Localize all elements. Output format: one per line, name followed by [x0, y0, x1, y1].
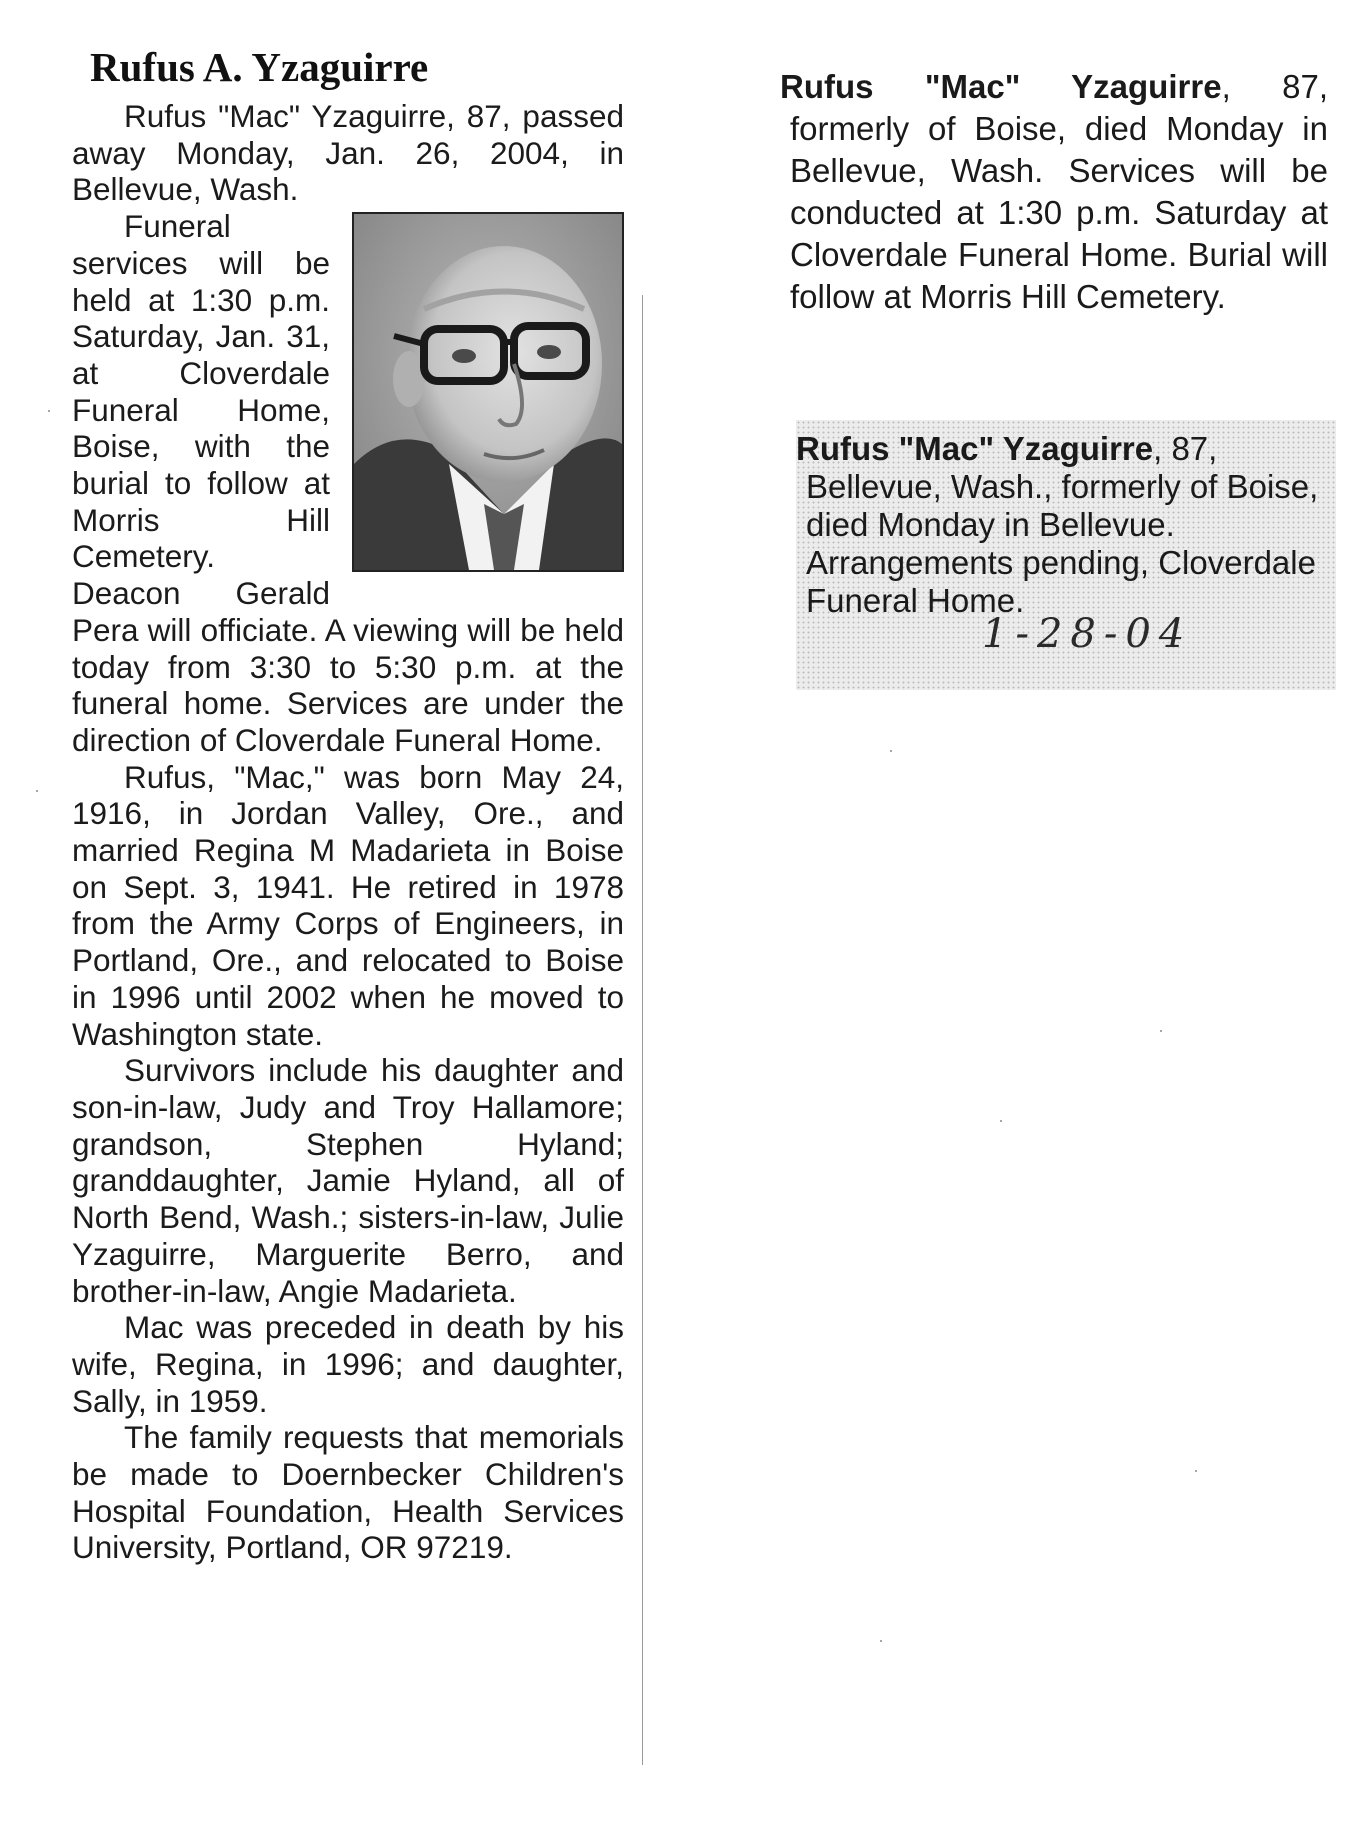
- short-notice-text: [780, 66, 1328, 318]
- death-notice-body: , 87, Bellevue, Wash., formerly of Boise, died Monday in Bellevue. Arrangements pending, Cloverdale Funeral Home.: [806, 430, 1319, 619]
- scan-speck: [890, 750, 892, 752]
- death-notice-name: Rufus "Mac" Yzaguirre: [796, 430, 1154, 467]
- scan-speck: [36, 790, 38, 792]
- obituary-paragraph-2: Funeral services will be held at 1:30 p.m. Saturday, Jan. 31, at Cloverdale Funeral Home, Boise, with the burial to follow at Morris Hill Cemetery. Deacon Gerald Pera will officiate. A viewing will be held today from 3:30 to 5:30 p.m. at the funeral home. Services are under the direction of Cloverdale Funeral Home.: [72, 208, 624, 758]
- obituary-paragraph-4: Survivors include his daughter and son-in-law, Judy and Troy Hallamore; grandson, Stephen Hyland; granddaughter, Jamie Hyland, all of North Bend, Wash.; sisters-in-law, Julie Yzaguirre, Marguerite Berro, and brother-in-law, Angie Madarieta.: [72, 1052, 624, 1309]
- scan-speck: [1160, 1030, 1162, 1032]
- scan-speck: [880, 1640, 882, 1642]
- death-notice-paragraph: [796, 430, 1326, 620]
- scan-speck: [48, 410, 50, 412]
- scan-speck: [1000, 1120, 1002, 1122]
- scan-speck: [1195, 1470, 1197, 1472]
- short-notice-body: , 87, formerly of Boise, died Monday in Bellevue, Wash. Services will be conducted at 1:30 p.m. Saturday at Cloverdale Funeral Home. Burial will follow at Morris Hill Cemetery.: [790, 68, 1328, 315]
- short-notice-name: Rufus "Mac" Yzaguirre: [780, 68, 1222, 105]
- short-notice-clipping: [780, 66, 1328, 318]
- obituary-headline: Rufus A. Yzaguirre: [90, 44, 429, 90]
- obituary-paragraph-5: Mac was preceded in death by his wife, Regina, in 1996; and daughter, Sally, in 1959.: [72, 1309, 624, 1419]
- handwritten-date: 1-28-04: [982, 611, 1193, 657]
- portrait-image: [354, 214, 622, 570]
- column-divider: [642, 295, 643, 1765]
- portrait-photo: [352, 212, 624, 572]
- obituary-paragraph-1: Rufus "Mac" Yzaguirre, 87, passed away Monday, Jan. 26, 2004, in Bellevue, Wash.: [72, 98, 624, 208]
- obituary-paragraph-3: Rufus, "Mac," was born May 24, 1916, in Jordan Valley, Ore., and married Regina M Madarieta in Boise on Sept. 3, 1941. He retired in 1978 from the Army Corps of Engineers, in Portland, Ore., and relocated to Boise in 1996 until 2002 when he moved to Washington state.: [72, 758, 624, 1052]
- death-notice-text: [796, 430, 1326, 620]
- obituary-paragraph-6: The family requests that memorials be made to Doernbecker Children's Hospital Foundation, Health Services University, Portland, OR 97219.: [72, 1419, 624, 1566]
- death-notice-clipping: [796, 420, 1336, 690]
- obituary-body: [72, 98, 624, 1566]
- main-obituary-clipping: [72, 42, 632, 1762]
